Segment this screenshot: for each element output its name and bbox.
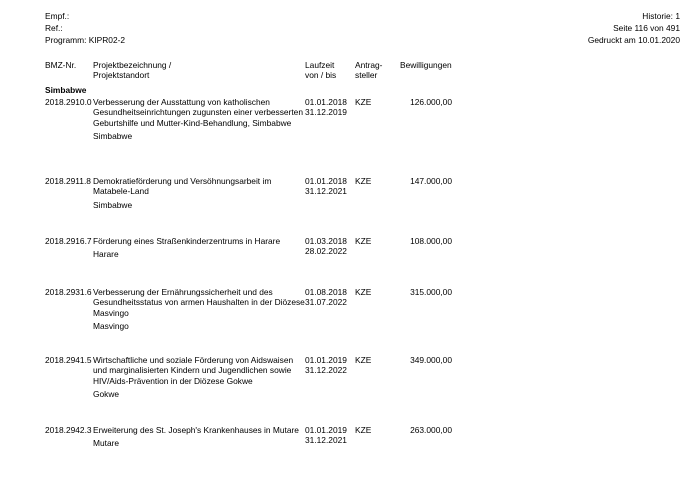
project-location: Simbabwe [93,130,133,141]
grant-amount: 349.000,00 [410,355,452,365]
grant-amount: 147.000,00 [410,176,452,186]
project-cell [93,236,308,260]
end-date: 31.07.2022 [305,297,347,308]
bmz-number: 2018.2942.3 [45,425,92,435]
bmz-number: 2018.2941.5 [45,355,92,365]
applicant: KZE [355,236,372,246]
project-location: Masvingo [93,320,129,331]
project-title: Förderung eines Straßenkinderzentrums in Harare [93,236,281,246]
duration-cell [305,176,347,197]
applicant: KZE [355,97,372,107]
column-header-applicant-line2: steller [355,70,378,81]
project-title: Erweiterung des St. Joseph's Krankenhauses in Mutare [93,425,299,435]
duration-cell [305,287,347,308]
end-date: 31.12.2022 [305,365,347,376]
duration-cell [305,355,347,376]
project-cell [93,287,308,331]
project-cell [93,97,308,141]
end-date: 28.02.2022 [305,246,347,257]
project-title: Demokratieförderung und Versöhnungsarbeit im Matabele-Land [93,176,272,197]
start-date: 01.03.2018 [305,236,347,246]
grant-amount: 315.000,00 [410,287,452,297]
project-location: Harare [93,249,119,260]
column-header-duration [305,60,336,81]
column-header-description-line2: Projektstandort [93,70,150,81]
column-header-bmz: BMZ-Nr. [45,60,77,70]
column-header-description [93,60,171,81]
end-date: 31.12.2021 [305,435,347,446]
column-header-duration-line2: von / bis [305,70,337,81]
project-cell [93,425,308,449]
applicant: KZE [355,176,372,186]
bmz-number: 2018.2931.6 [45,287,92,297]
reference-label: Ref.: [45,23,63,33]
bmz-number: 2018.2910.0 [45,97,92,107]
project-title: Verbesserung der Ausstattung von katholischen Gesundheitseinrichtungen zugunsten einer verbesserten Geburtshilfe und Mutter-Kind-Behandlung, Simbabwe [93,97,303,128]
duration-cell [305,425,347,446]
column-header-description-line1: Projektbezeichnung / [93,60,172,70]
end-date: 31.12.2021 [305,186,347,197]
project-cell [93,176,308,210]
start-date: 01.01.2018 [305,176,347,186]
history-label: Historie: 1 [642,11,680,21]
country-heading: Simbabwe [45,85,87,95]
column-header-applicant [355,60,382,81]
document-header-left [45,11,125,47]
applicant: KZE [355,425,372,435]
project-cell [93,355,308,399]
column-header-grants: Bewilligungen [400,60,452,70]
project-location: Gokwe [93,388,120,399]
bmz-number: 2018.2916.7 [45,236,92,246]
program-label: Programm: KIPR02-2 [45,35,126,45]
start-date: 01.01.2018 [305,97,347,107]
grant-amount: 263.000,00 [410,425,452,435]
page-number: Seite 116 von 491 [613,23,680,33]
duration-cell [305,236,347,257]
document-header-right [588,11,680,47]
recipient-label: Empf.: [45,11,70,21]
start-date: 01.01.2019 [305,425,347,435]
start-date: 01.08.2018 [305,287,347,297]
project-location: Simbabwe [93,199,133,210]
duration-cell [305,97,347,118]
project-location: Mutare [93,438,120,449]
column-header-applicant-line1: Antrag- [355,60,383,70]
applicant: KZE [355,355,372,365]
column-header-duration-line1: Laufzeit [305,60,335,70]
grant-amount: 108.000,00 [410,236,452,246]
project-title: Verbesserung der Ernährungssicherheit und des Gesundheitsstatus von armen Haushalten in der Diözese Masvingo [93,287,305,318]
grant-amount: 126.000,00 [410,97,452,107]
project-title: Wirtschaftliche und soziale Förderung von Aidswaisen und marginalisierten Kindern und Jugendlichen sowie HIV/Aids-Prävention in der Diözese Gokwe [93,355,294,386]
start-date: 01.01.2019 [305,355,347,365]
applicant: KZE [355,287,372,297]
print-date: Gedruckt am 10.01.2020 [587,35,680,45]
end-date: 31.12.2019 [305,107,347,118]
bmz-number: 2018.2911.8 [45,176,91,186]
